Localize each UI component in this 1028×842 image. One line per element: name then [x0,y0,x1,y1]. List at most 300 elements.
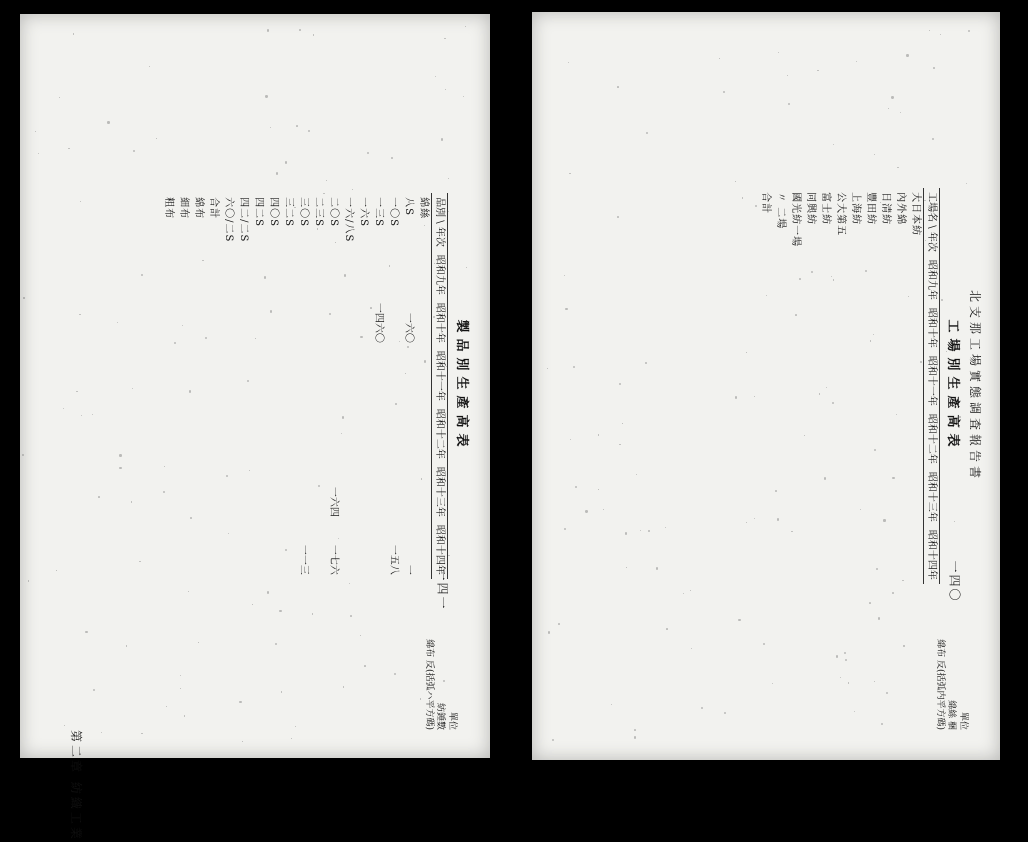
table-cell [401,347,416,405]
scan-speck [446,366,447,367]
table-cell [848,256,863,304]
scan-speck [255,338,256,339]
left-page [20,14,490,842]
scan-speck [940,34,941,35]
table-cell: 一一三 [298,544,310,575]
column-header: 昭和十年 [432,299,448,347]
scan-speck [38,153,39,154]
right-table-body [758,188,924,584]
table-cell [176,299,191,347]
table-cell [281,299,296,347]
table-cell [758,410,773,468]
scan-speck [902,580,903,581]
column-header: 昭和十一年 [923,352,939,410]
scan-speck [23,297,24,298]
table-cell [833,256,848,304]
scan-speck [465,26,466,27]
scan-speck [946,351,947,352]
scan-speck [833,279,835,281]
row-label: 公大第五 [834,192,846,237]
table-cell [341,405,356,463]
table-cell [206,347,221,405]
table-cell [356,347,371,405]
table-cell [848,352,863,410]
row-label: 日清紡 [879,192,891,226]
scan-speck [836,655,838,657]
scan-speck [188,591,189,592]
table-cell [341,299,356,347]
scan-speck [198,642,199,643]
scan-speck [548,631,550,633]
section-label: 綿布 [193,197,205,220]
table-cell [296,299,311,347]
scan-speck [93,689,95,691]
table-cell [296,405,311,463]
right-table-header-row [923,188,939,584]
table-cell [176,463,191,521]
row-label: 四二S [253,197,265,227]
table-row [341,193,356,579]
scan-speck [56,570,57,571]
column-header: 品別 \ 年次 [432,193,448,251]
table-cell [908,526,924,584]
table-row [908,188,924,584]
table-cell [788,410,803,468]
scan-speck [313,34,314,35]
row-label: 同興紡 [804,192,816,226]
table-cell [773,526,788,584]
table-cell [758,352,773,410]
row-label: 八S [403,197,415,216]
scan-speck [958,425,960,427]
table-cell [848,304,863,352]
table-row [893,188,908,584]
scan-speck [448,178,449,179]
scan-speck [896,414,897,415]
scan-speck [874,449,876,451]
scan-speck [552,739,554,741]
table-cell [371,405,386,463]
table-cell [773,304,788,352]
table-cell [296,347,311,405]
scan-speck [299,29,301,31]
table-row [206,193,221,579]
table-cell [236,299,251,347]
table-row [371,193,386,579]
table-cell [266,463,281,521]
row-label: 三二S [283,197,295,227]
table-cell: 一 [403,564,415,575]
column-header: 昭和十年 [923,304,939,352]
table-cell [803,526,818,584]
table-cell [833,352,848,410]
table-cell: 一四六〇 [373,302,385,343]
column-header: 昭和十二年 [432,405,448,463]
scan-speck [291,738,292,739]
row-label: 二三S [313,197,325,227]
scan-speck [925,240,926,241]
table-cell [296,463,311,521]
table-row [818,188,833,584]
table-cell [251,463,266,521]
table-cell [296,251,311,299]
scan-speck [252,604,253,605]
table-cell [311,251,326,299]
table-cell [251,251,266,299]
table-cell [356,251,371,299]
scan-speck [617,86,619,88]
table-cell [326,405,341,463]
table-cell [266,521,281,579]
scan-speck [267,29,269,31]
scan-speck [107,121,109,123]
scan-speck [827,217,828,218]
scan-speck [335,242,336,243]
scan-speck [892,592,894,594]
table-row [848,188,863,584]
table-cell [176,347,191,405]
table-cell [848,526,863,584]
table-cell [281,521,296,579]
table-cell [371,347,386,405]
scan-speck [648,530,650,532]
table-cell [326,299,341,347]
row-label: 一六S [358,197,370,227]
scan-speck [85,631,87,633]
row-label: 一三S [373,197,385,227]
table-row [386,193,401,579]
scan-speck [295,726,296,727]
scan-speck [690,590,691,591]
table-cell [878,468,893,526]
scan-speck [326,180,327,181]
table-row [773,188,788,584]
scan-speck [645,362,647,364]
table-cell [236,521,251,579]
table-row [788,188,803,584]
scan-speck [891,96,893,98]
table-cell [908,304,924,352]
table-cell [221,251,236,299]
row-label: 四〇S [268,197,280,227]
table-cell [326,347,341,405]
table-cell [788,304,803,352]
table-cell [386,463,401,521]
table-cell [281,463,296,521]
scan-speck [656,567,658,569]
scan-speck [391,157,393,159]
scan-speck [180,688,181,689]
row-label: 〃 二場 [774,192,786,230]
table-cell [176,251,191,299]
table-cell [401,405,416,463]
table-row [878,188,893,584]
scan-speck [959,416,961,418]
table-cell [863,256,878,304]
table-row [863,188,878,584]
row-label: 豐田紡 [864,192,876,226]
scan-speck [249,470,250,471]
table-cell [878,304,893,352]
table-row [251,193,266,579]
table-cell [161,405,176,463]
table-cell [386,405,401,463]
table-cell [773,410,788,468]
scan-speck [933,67,935,69]
table-cell [206,521,221,579]
table-cell [266,347,281,405]
scan-speck [646,132,648,134]
table-cell [251,405,266,463]
table-cell [788,526,803,584]
table-cell [818,526,833,584]
table-cell [341,463,356,521]
table-cell [161,521,176,579]
table-cell [401,251,416,299]
scan-speck [874,681,875,682]
table-cell [833,468,848,526]
table-cell [863,410,878,468]
column-header: 昭和十三年 [923,468,939,526]
right-sheet [546,36,986,736]
table-cell [803,256,818,304]
scan-speck [691,648,692,649]
scan-speck [360,336,362,338]
left-unit-note: 單位 紡錘數 綿布 反(括弧ハ平方碼) [423,639,457,730]
table-cell [356,299,371,347]
scan-speck [886,692,888,694]
table-cell [758,468,773,526]
table-row [326,193,341,579]
row-label: 四二/二S [238,197,250,243]
right-table-title: 工場別生產高表 [945,319,961,453]
scan-speck [265,95,267,97]
scan-speck [80,201,81,202]
scan-speck [622,423,623,424]
scan-speck [189,390,191,392]
scan-speck [59,97,60,98]
table-cell [236,405,251,463]
right-page-number: 一四〇 [947,560,962,603]
scan-speck [634,736,636,738]
scan-speck [880,202,881,203]
table-row [266,193,281,579]
table-cell [833,526,848,584]
scan-speck [908,296,909,297]
table-cell [161,251,176,299]
table-cell [803,468,818,526]
table-cell [758,304,773,352]
table-cell [908,410,924,468]
table-cell [161,347,176,405]
scan-speck [285,549,287,551]
table-cell: 一六四 [328,486,340,517]
table-cell [356,405,371,463]
scan-speck [352,189,353,190]
table-cell [893,256,908,304]
scan-speck [735,181,736,182]
scan-speck [906,54,908,56]
table-cell: 一五八 [388,544,400,575]
table-cell [281,251,296,299]
scan-speck [626,567,627,568]
table-cell [356,521,371,579]
scan-speck [775,490,777,492]
row-label: 一六/八S [343,197,355,243]
table-cell [773,256,788,304]
right-production-table [758,188,940,584]
scan-speck [617,216,619,218]
table-cell [833,410,848,468]
left-production-table [161,193,448,579]
scan-speck [149,66,150,67]
scan-speck [434,263,435,264]
scan-speck [929,30,930,31]
row-label: 六〇/二S [223,197,235,243]
table-cell [341,521,356,579]
scan-speck [892,477,894,479]
scan-speck [778,52,779,53]
scan-speck [73,33,75,35]
column-header: 昭和十二年 [923,410,939,468]
table-cell [878,526,893,584]
table-cell [893,352,908,410]
table-cell [311,347,326,405]
table-cell [773,352,788,410]
scan-speck [81,415,82,416]
row-label: 富士紡 [819,192,831,226]
scan-speck [98,496,100,498]
table-cell [818,352,833,410]
scan-speck [701,707,703,709]
scan-speck [139,561,140,562]
scan-speck [166,706,167,707]
table-cell [386,251,401,299]
table-cell [848,410,863,468]
table-cell [341,347,356,405]
scan-speck [156,138,157,139]
column-header: 昭和十四年 [923,526,939,584]
column-header: 昭和十一年 [432,347,448,405]
running-header: 北支那工場實態調査報告書 [968,289,982,482]
table-cell [326,251,341,299]
table-cell [788,468,803,526]
chapter-label: 第二章 紡織工業 [69,730,83,842]
scan-speck [360,635,361,636]
table-cell [803,410,818,468]
table-cell [221,405,236,463]
scan-speck [443,680,445,682]
row-label: 上海紡 [849,192,861,226]
scan-speck [666,628,668,630]
scan-speck [318,485,320,487]
scan-speck [350,615,352,617]
table-cell [236,347,251,405]
scan-speck [270,310,272,312]
table-row [296,193,311,579]
table-cell [878,410,893,468]
table-cell [311,521,326,579]
scan-speck [344,274,346,276]
scan-speck [370,307,372,309]
table-cell [311,463,326,521]
table-cell [161,299,176,347]
table-row [833,188,848,584]
table-cell [863,304,878,352]
table-row [356,193,371,579]
scan-speck [364,665,366,667]
table-cell [221,521,236,579]
table-cell [371,521,386,579]
table-cell [908,256,924,304]
table-cell [221,463,236,521]
table-cell [893,468,908,526]
column-header: 昭和十四年 [432,521,448,579]
table-cell [893,304,908,352]
table-row [161,193,176,579]
scan-speck [226,475,228,477]
scan-speck [445,89,446,90]
right-unit-note: 單位 綿絲 梱 綿布 反(括弧内平方碼) [934,639,968,730]
table-cell [221,347,236,405]
table-row [311,193,326,579]
table-cell [281,347,296,405]
table-cell [371,463,386,521]
scan-speck [279,610,281,612]
scan-speck [755,205,757,207]
scan-speck [968,30,970,32]
row-label: 二〇S [328,197,340,227]
table-row [176,193,191,579]
scan-speck [920,361,922,363]
scan-speck [131,501,132,502]
scan-speck [569,173,571,175]
table-cell [803,352,818,410]
scan-speck [832,402,834,404]
table-cell [863,468,878,526]
table-cell [833,304,848,352]
scan-speck [22,454,24,456]
table-row [236,193,251,579]
table-cell [176,521,191,579]
section-label: 綿絲 [418,197,430,220]
section-row [191,193,206,579]
column-header: 昭和十三年 [432,463,448,521]
scan-speck [247,380,249,382]
scan-speck [799,278,801,280]
scan-speck [119,467,121,469]
table-cell [311,299,326,347]
row-label: 三〇S [298,197,310,227]
table-cell [251,299,266,347]
table-cell [371,251,386,299]
scan-speck [883,519,885,521]
row-label: 細布 [178,197,190,220]
table-cell [266,251,281,299]
table-cell [251,347,266,405]
scan-speck [888,108,889,109]
table-cell [236,251,251,299]
table-row [758,188,773,584]
column-header: 昭和九年 [432,251,448,299]
column-header: 昭和九年 [923,256,939,304]
table-cell [206,299,221,347]
scan-speck [573,366,575,368]
scan-speck [719,58,720,59]
scan-speck [575,486,577,488]
table-row [803,188,818,584]
scan-speck [598,489,599,490]
